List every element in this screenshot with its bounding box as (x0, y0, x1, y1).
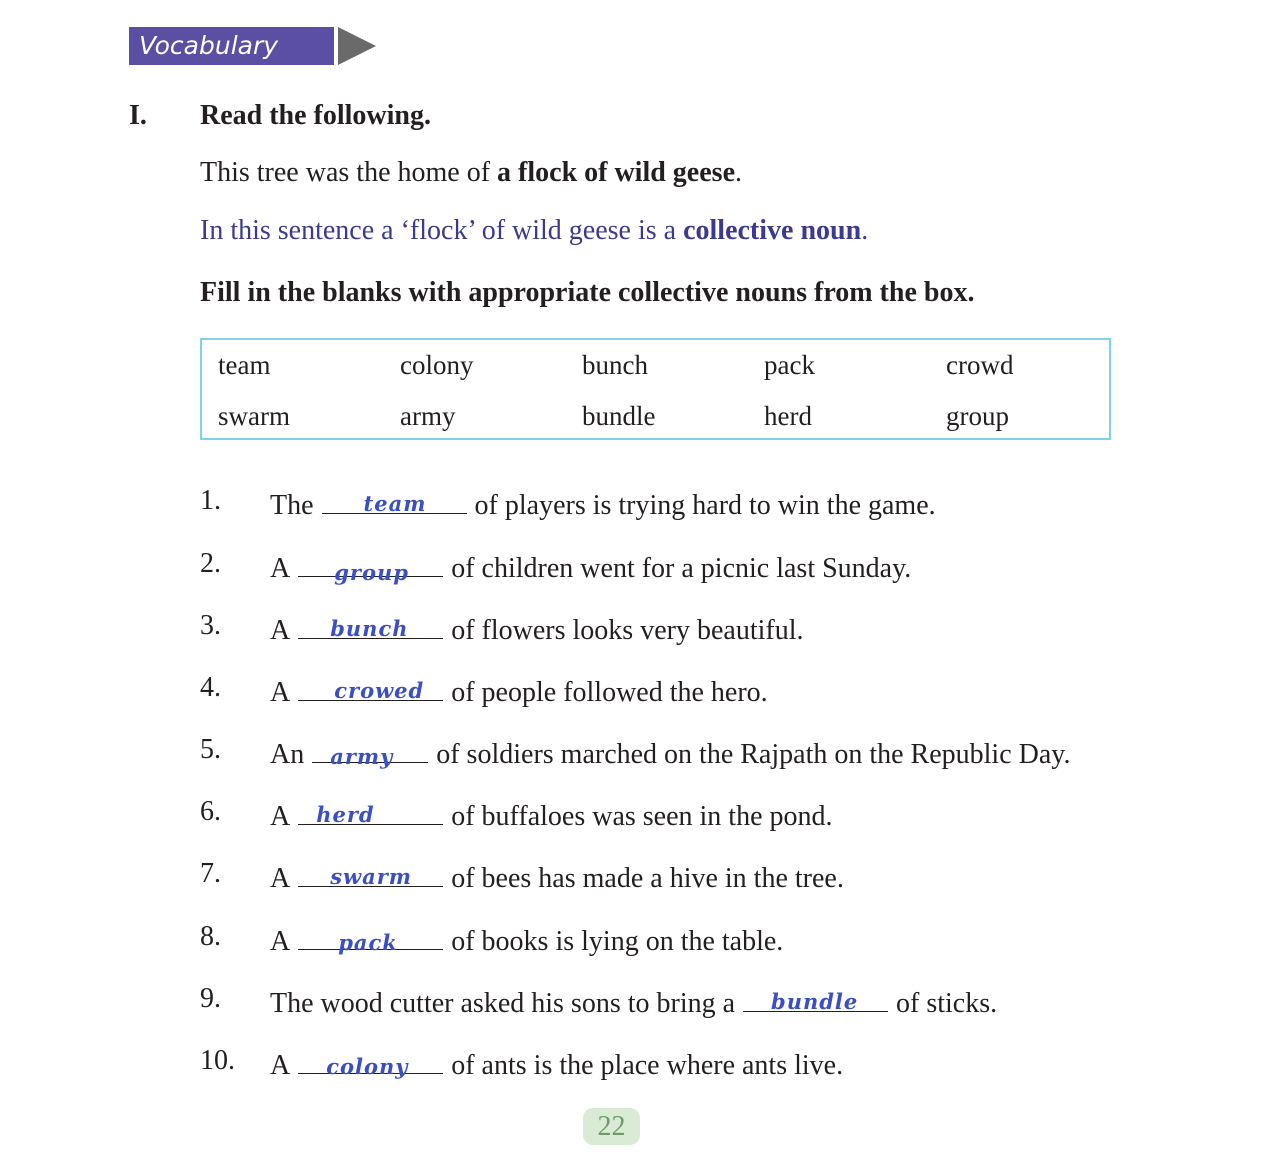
question-number: 8. (200, 921, 221, 952)
handwritten-answer: team (363, 491, 427, 516)
question-6 (270, 796, 833, 833)
question-before: A (270, 801, 291, 832)
example-bold: a flock of wild geese (497, 157, 735, 188)
note-suffix: . (861, 215, 869, 246)
question-5 (270, 734, 1070, 771)
question-number: 6. (200, 796, 221, 827)
handwritten-answer: bunch (330, 616, 409, 641)
answer-blank[interactable] (298, 548, 443, 585)
question-9 (270, 983, 997, 1020)
answer-blank[interactable] (298, 1045, 443, 1079)
word-pack: pack (764, 350, 815, 380)
answer-blank[interactable] (298, 858, 443, 887)
word-bundle: bundle (582, 401, 656, 431)
handwritten-answer: bundle (771, 989, 859, 1014)
handwritten-answer: pack (338, 930, 398, 955)
question-before: A (270, 926, 291, 957)
question-number: 3. (200, 610, 221, 641)
answer-blank[interactable] (298, 610, 443, 639)
answer-blank[interactable] (312, 734, 428, 769)
word-bunch: bunch (582, 350, 648, 380)
question-after: of children went for a picnic last Sunday. (451, 553, 912, 584)
handwritten-answer: swarm (330, 864, 413, 889)
handwritten-answer: group (334, 560, 409, 585)
question-before: A (270, 615, 291, 646)
answer-blank[interactable] (743, 983, 888, 1012)
question-after: of sticks. (896, 988, 998, 1019)
question-after: of books is lying on the table. (451, 926, 784, 957)
answer-blank[interactable] (298, 921, 443, 955)
note-bold: collective noun (683, 215, 862, 246)
question-number: 7. (200, 858, 221, 889)
question-10 (270, 1045, 843, 1082)
handwritten-answer: herd (316, 802, 375, 827)
question-number: 5. (200, 734, 221, 765)
question-after: of bees has made a hive in the tree. (451, 863, 844, 894)
word-swarm: swarm (218, 401, 290, 431)
word-box (200, 338, 1111, 440)
banner-arrow-icon (338, 27, 376, 65)
question-8 (270, 921, 783, 958)
question-after: of players is trying hard to win the game. (474, 490, 936, 521)
answer-blank[interactable] (298, 672, 443, 701)
answer-blank[interactable] (298, 796, 443, 825)
word-group: group (946, 401, 1009, 431)
word-herd: herd (764, 401, 812, 431)
word-colony: colony (400, 350, 474, 380)
section-number: I. (129, 100, 147, 131)
question-number: 2. (200, 548, 221, 579)
example-suffix: . (735, 157, 742, 188)
question-number: 4. (200, 672, 221, 703)
question-4 (270, 672, 768, 709)
question-after: of soldiers marched on the Rajpath on the Republic Day. (436, 739, 1071, 770)
handwritten-answer: colony (326, 1054, 409, 1079)
word-crowd: crowd (946, 350, 1014, 380)
banner-label: Vocabulary (139, 31, 279, 60)
question-7 (270, 858, 844, 895)
handwritten-answer: crowed (334, 678, 425, 703)
question-2 (270, 548, 911, 585)
question-number: 1. (200, 485, 221, 516)
question-before: The (270, 490, 314, 521)
question-number: 9. (200, 983, 221, 1014)
question-after: of people followed the hero. (451, 677, 768, 708)
question-after: of ants is the place where ants live. (451, 1050, 844, 1081)
example-sentence (200, 157, 742, 189)
handwritten-answer: army (330, 744, 394, 769)
question-before: The wood cutter asked his sons to bring a (270, 988, 736, 1019)
question-before: A (270, 553, 291, 584)
note-prefix: In this sentence a ‘flock’ of wild geese is a (200, 215, 684, 246)
section-title: Read the following. (200, 100, 431, 131)
question-after: of buffaloes was seen in the pond. (451, 801, 833, 832)
example-prefix: This tree was the home of (200, 157, 498, 188)
word-army: army (400, 401, 456, 431)
question-1 (270, 485, 936, 522)
question-before: A (270, 1050, 291, 1081)
question-before: A (270, 863, 291, 894)
answer-blank[interactable] (322, 485, 467, 514)
instruction: Fill in the blanks with appropriate collective nouns from the box. (200, 277, 975, 308)
question-before: An (270, 739, 305, 770)
explanation-note (200, 215, 868, 247)
word-team: team (218, 350, 271, 380)
section-banner (129, 27, 334, 65)
question-3 (270, 610, 803, 647)
page-number: 22 (583, 1108, 640, 1145)
question-after: of flowers looks very beautiful. (451, 615, 804, 646)
question-before: A (270, 677, 291, 708)
question-number: 10. (200, 1045, 235, 1076)
